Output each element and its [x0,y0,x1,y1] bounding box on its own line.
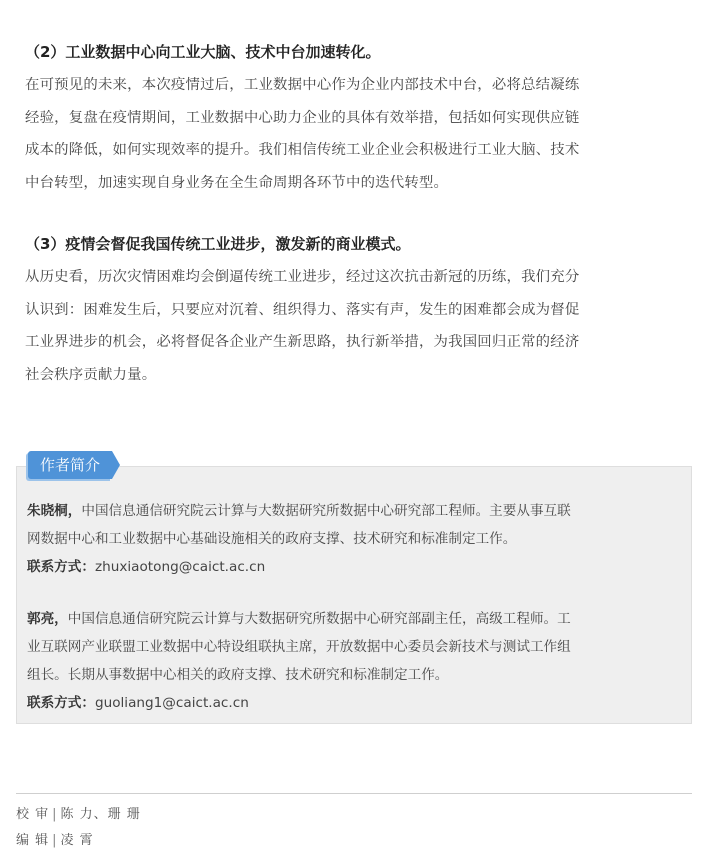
author-1-email[interactable]: zhuxiaotong@caict.ac.cn [94,559,266,575]
proofread-label: 校 审 [16,807,50,822]
section-2-title: （2）工业数据中心向工业大脑、技术中台加速转化。 [25,43,381,61]
contact-label: 联系方式： [27,559,95,575]
paragraph-line: 经验，复盘在疫情期间，工业数据中心助力企业的具体有效举措，包括如何实现供应链 [25,109,580,126]
author-2-bio-text: 中国信息通信研究院云计算与大数据研究所数据中心研究部副主任，高级工程师。工 [67,611,571,627]
paragraph-line: 认识到：困难发生后，只要应对沉着、组织得力、落实有声，发生的困难都会成为督促 [25,301,580,318]
author-1 [27,497,687,581]
author-2-bio-line [27,605,687,633]
author-1-contact [27,553,687,581]
author-intro-tag: 作者简介 [28,451,112,479]
author-1-bio-line: 网数据中心和工业数据中心基础设施相关的政府支撑、技术研究和标准制定工作。 [27,531,517,547]
author-1-bio-line [27,497,687,525]
section-2 [25,42,687,199]
section-3-title: （3）疫情会督促我国传统工业进步，激发新的商业模式。 [25,235,411,253]
author-1-name: 朱晓桐， [27,503,82,519]
credits-proofread [16,805,141,825]
author-2-email[interactable]: guoliang1@caict.ac.cn [94,695,249,711]
section-3 [25,234,687,391]
separator: | [52,807,58,822]
editor-name: 凌 霄 [60,833,94,848]
author-2-contact [27,689,687,717]
section-2-body [25,69,687,199]
paragraph-line: 成本的降低，如何实现效率的提升。我们相信传统工业企业会积极进行工业大脑、技术 [25,142,580,158]
proofread-names: 陈 力、珊 珊 [60,807,141,822]
section-3-body [25,261,687,391]
credits-editor [16,831,94,851]
author-2-name: 郭亮， [27,611,68,627]
author-2-bio-line: 组长。长期从事数据中心相关的政府支撑、技术研究和标准制定工作。 [27,667,449,683]
paragraph-line: 中台转型，加速实现自身业务在全生命周期各环节中的迭代转型。 [25,174,449,191]
author-1-bio-text: 中国信息通信研究院云计算与大数据研究所数据中心研究部工程师。主要从事互联 [81,503,571,519]
author-2 [27,605,687,717]
paragraph-line: 在可预见的未来，本次疫情过后，工业数据中心作为企业内部技术中台，必将总结凝练 [25,77,580,93]
footer-divider [16,793,692,794]
contact-label: 联系方式： [27,695,95,711]
paragraph-line: 从历史看，历次灾情困难均会倒逼传统工业进步，经过这次抗击新冠的历练，我们充分 [25,269,580,285]
paragraph-line: 社会秩序贡献力量。 [25,366,157,383]
editor-label: 编 辑 [16,833,50,848]
author-2-bio-line: 业互联网产业联盟工业数据中心特设组联执主席，开放数据中心委员会新技术与测试工作组 [27,639,571,655]
separator: | [52,833,58,848]
paragraph-line: 工业界进步的机会，必将督促各企业产生新思路，执行新举措，为我国回归正常的经济 [25,334,580,350]
